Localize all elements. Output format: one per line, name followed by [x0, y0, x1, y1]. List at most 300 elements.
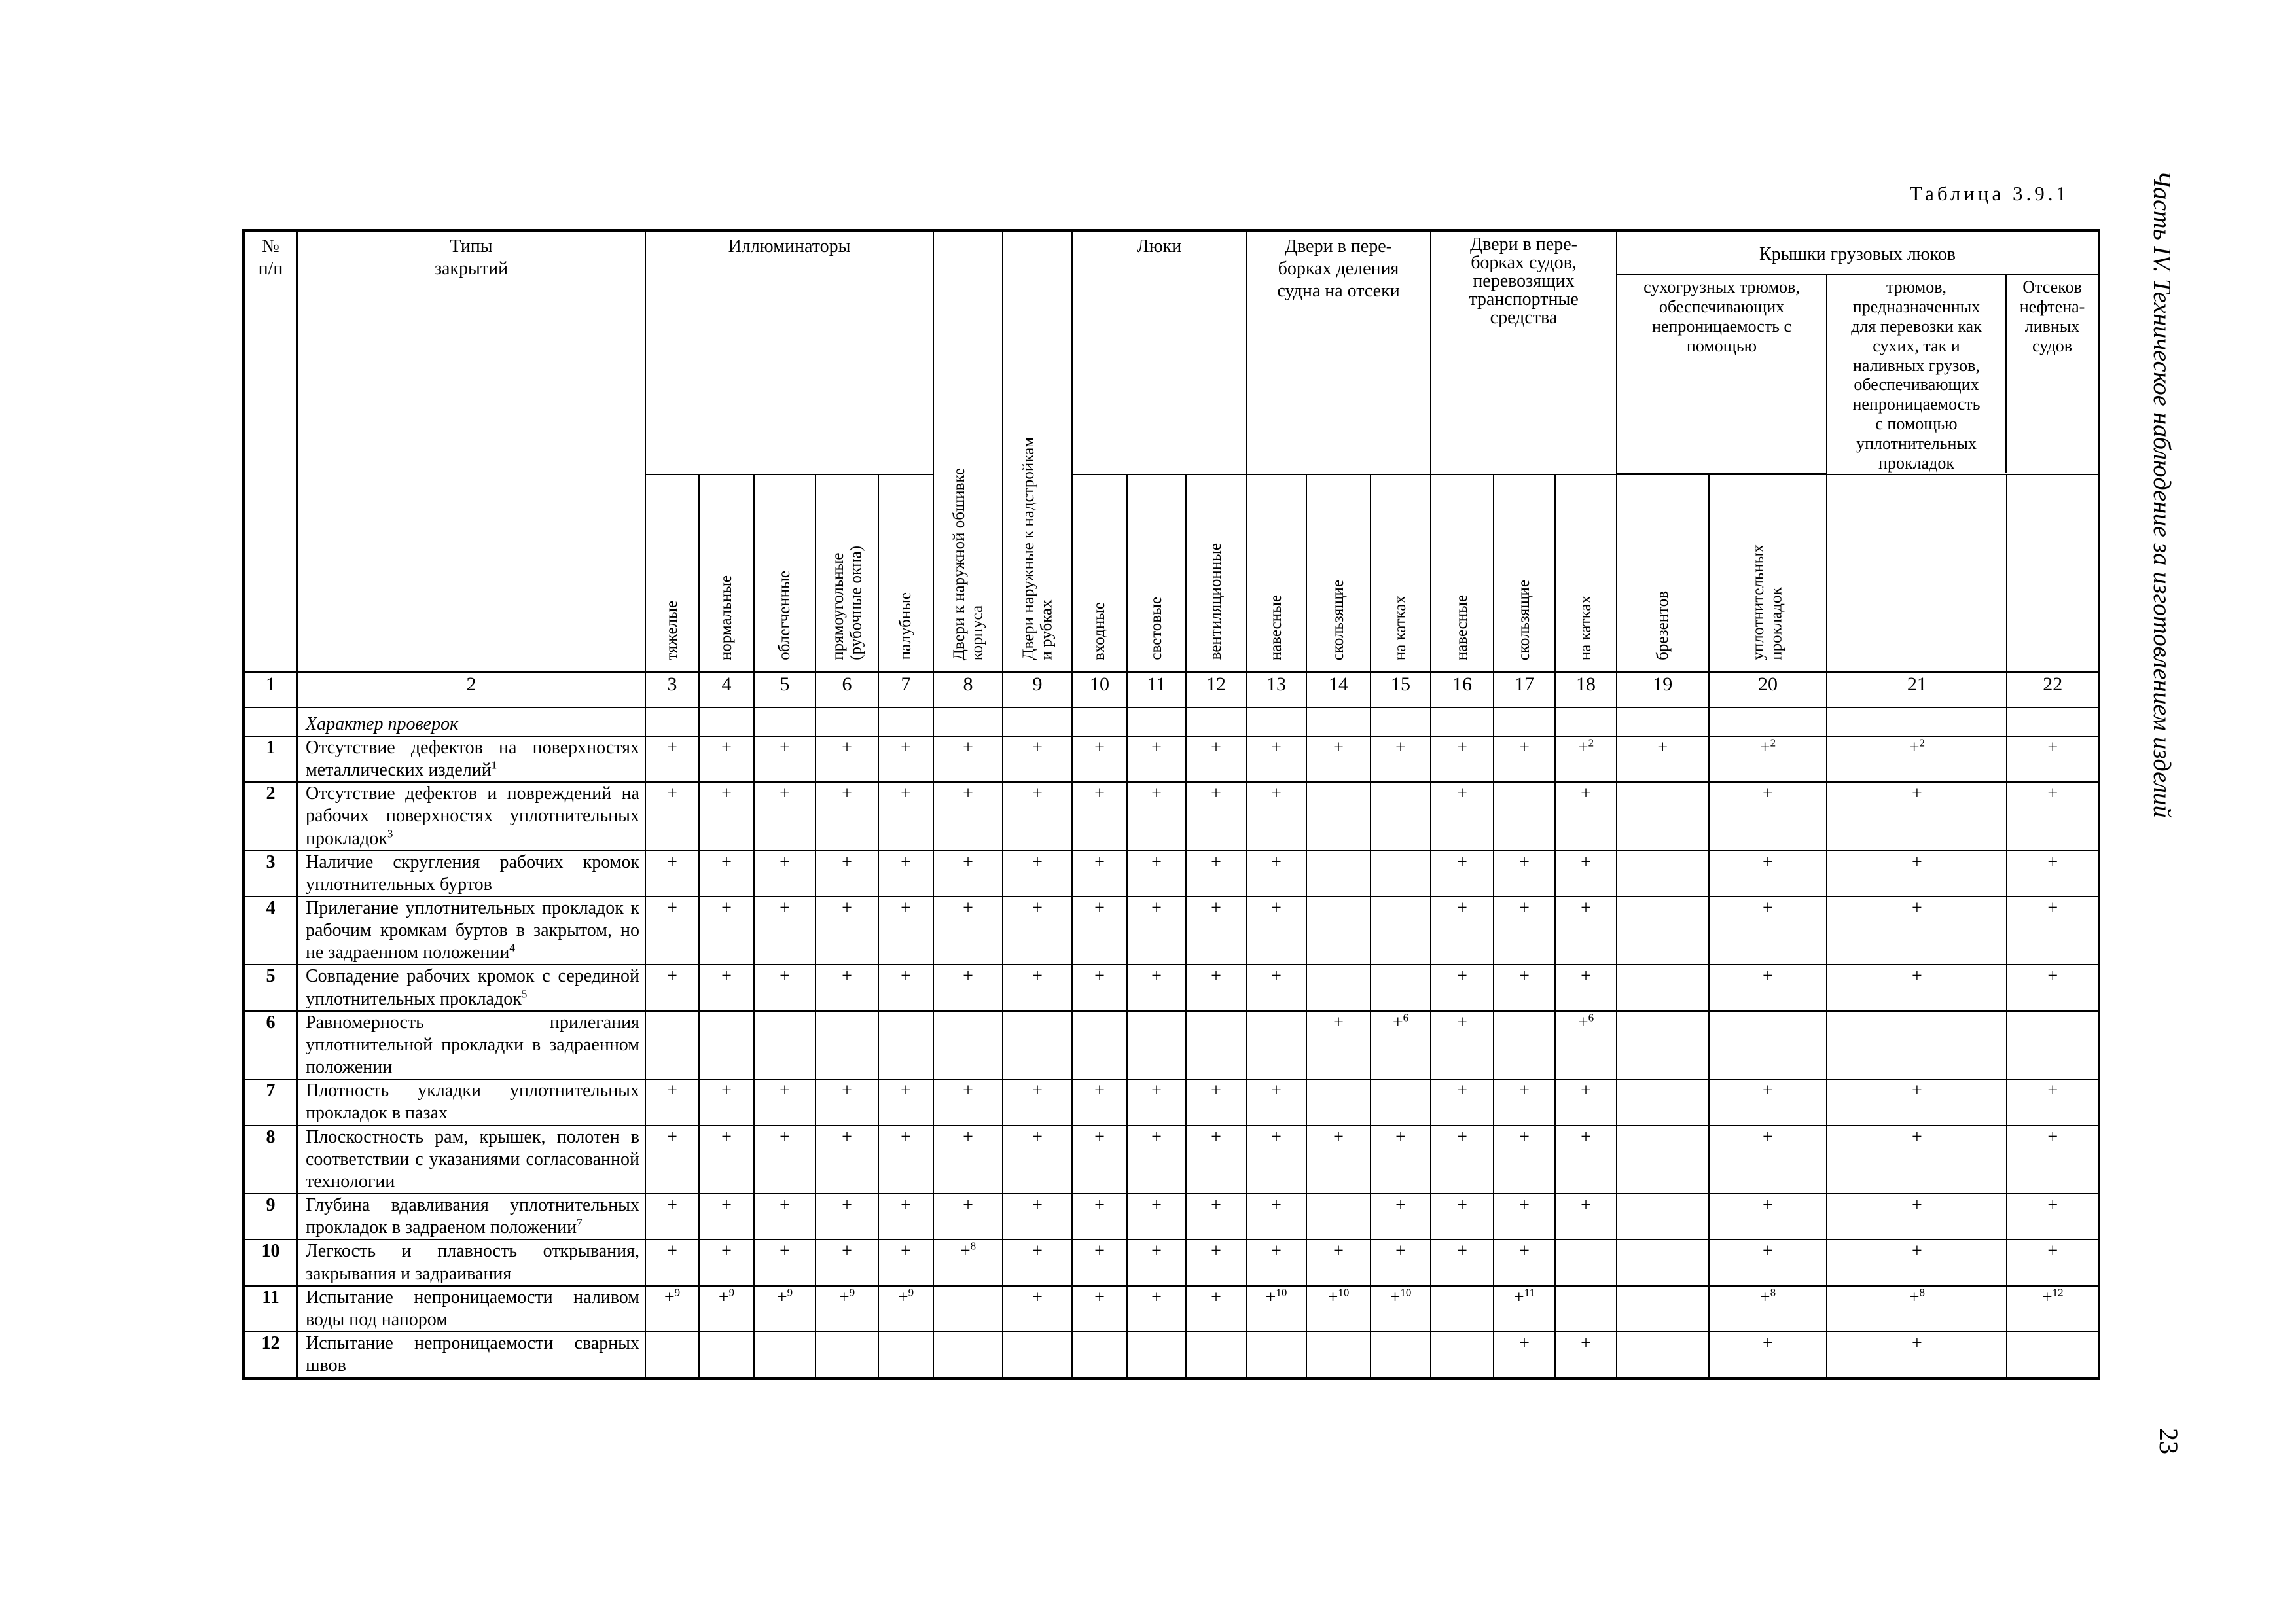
row-number: 1	[243, 736, 297, 782]
check-description: Легкость и плавность открывания, закрывания и задраивания	[297, 1240, 645, 1285]
check-mark: +	[1127, 851, 1186, 897]
check-mark: +	[933, 851, 1003, 897]
check-mark	[1431, 1332, 1494, 1378]
header-types: Типы закрытий	[297, 230, 645, 672]
check-mark	[1003, 1011, 1072, 1079]
check-mark	[1371, 1079, 1431, 1125]
column-number: 9	[1003, 672, 1072, 707]
check-mark: +	[1186, 736, 1246, 782]
check-mark	[1617, 1011, 1709, 1079]
check-mark	[933, 1332, 1003, 1378]
column-number: 22	[2007, 672, 2099, 707]
row-number: 10	[243, 1240, 297, 1285]
check-mark: +	[699, 1240, 754, 1285]
empty-cell	[878, 707, 933, 736]
empty-cell	[1127, 707, 1186, 736]
column-number: 17	[1494, 672, 1555, 707]
check-mark: +	[754, 965, 816, 1010]
check-mark: +$^2$	[1827, 736, 2007, 782]
table-row	[243, 1079, 2099, 1125]
check-mark: +$^9$	[645, 1286, 699, 1332]
header-doors-outer: Двери к наружной обшивке корпуса	[933, 230, 1003, 672]
check-mark: +	[1072, 851, 1127, 897]
check-mark: +	[1555, 1194, 1617, 1240]
check-mark: +	[1306, 1011, 1371, 1079]
check-mark: +	[1494, 1126, 1555, 1194]
table-row	[243, 897, 2099, 965]
inspection-table	[242, 229, 2100, 1380]
check-mark	[1072, 1011, 1127, 1079]
check-mark: +	[878, 1194, 933, 1240]
check-mark: +	[878, 965, 933, 1010]
header-illuminator-1: тяжелые	[645, 474, 699, 672]
row-number: 12	[243, 1332, 297, 1378]
header-roro-doors: Двери в пере- борках судов, перевозящих транспортные средства	[1431, 230, 1617, 474]
check-mark	[1371, 965, 1431, 1010]
header-hatch-2: световые	[1127, 474, 1186, 672]
check-mark: +	[878, 782, 933, 850]
check-mark: +	[699, 1126, 754, 1194]
check-mark: +	[2007, 782, 2099, 850]
check-mark: +	[878, 897, 933, 965]
check-mark: +	[878, 1240, 933, 1285]
check-mark: +	[1186, 1194, 1246, 1240]
check-mark	[1306, 965, 1371, 1010]
header-illuminator-5: палубные	[878, 474, 933, 672]
check-mark: +$^2$	[1709, 736, 1827, 782]
check-mark: +	[1371, 1126, 1431, 1194]
empty-cell	[1709, 707, 1827, 736]
running-header: Часть IV. Техническое наблюдение за изготовлением изделий	[2148, 170, 2176, 818]
check-mark: +	[1072, 782, 1127, 850]
check-mark: +	[1072, 1126, 1127, 1194]
empty-cell	[645, 707, 699, 736]
check-mark: +	[1127, 1286, 1186, 1332]
check-mark: +	[1709, 1332, 1827, 1378]
header-illuminator-2: нормальные	[699, 474, 754, 672]
check-mark: +	[1555, 897, 1617, 965]
check-mark: +	[2007, 1079, 2099, 1125]
check-mark	[645, 1332, 699, 1378]
check-mark: +$^{11}$	[1494, 1286, 1555, 1332]
check-mark: +	[1827, 1126, 2007, 1194]
check-mark	[1127, 1011, 1186, 1079]
check-mark: +	[1827, 1240, 2007, 1285]
check-description: Отсутствие дефектов на поверхностях металлических изделий$^1$	[297, 736, 645, 782]
check-mark	[1371, 1332, 1431, 1378]
check-mark: +	[1371, 1240, 1431, 1285]
check-mark: +	[1127, 1194, 1186, 1240]
check-mark	[1371, 782, 1431, 850]
check-mark: +	[699, 736, 754, 782]
table-row	[243, 782, 2099, 850]
check-mark: +	[1494, 736, 1555, 782]
check-mark: +	[754, 1079, 816, 1125]
check-mark	[1306, 782, 1371, 850]
check-description: Испытание непроницаемости наливом воды под напором	[297, 1286, 645, 1332]
empty-cell	[1003, 707, 1072, 736]
check-mark: +	[1431, 1240, 1494, 1285]
header-bulkhead-door-2: скользящие	[1306, 474, 1371, 672]
row-number: 6	[243, 1011, 297, 1079]
table-row	[243, 1332, 2099, 1378]
check-mark	[699, 1332, 754, 1378]
header-dry-cover-2: уплотнительных прокладок	[1709, 474, 1827, 672]
check-mark	[1431, 1286, 1494, 1332]
column-number: 12	[1186, 672, 1246, 707]
check-mark: +	[1127, 1126, 1186, 1194]
check-mark: +	[816, 782, 878, 850]
table-row	[243, 1011, 2099, 1079]
check-mark: +	[2007, 1194, 2099, 1240]
check-mark: +	[1127, 1079, 1186, 1125]
row-number: 4	[243, 897, 297, 965]
check-mark: +	[1127, 736, 1186, 782]
check-mark: +	[2007, 897, 2099, 965]
check-mark: +	[754, 897, 816, 965]
check-mark: +	[816, 1126, 878, 1194]
empty-cell	[699, 707, 754, 736]
header-hatch-1: входные	[1072, 474, 1127, 672]
check-mark	[1617, 1286, 1709, 1332]
check-mark: +	[1827, 965, 2007, 1010]
check-mark: +	[1072, 897, 1127, 965]
header-hatch-3: вентиляционные	[1186, 474, 1246, 672]
check-mark: +	[1003, 1079, 1072, 1125]
check-mark: +	[1494, 965, 1555, 1010]
check-mark	[1617, 897, 1709, 965]
check-mark: +	[933, 1126, 1003, 1194]
check-mark	[1003, 1332, 1072, 1378]
check-mark: +	[1555, 1079, 1617, 1125]
column-number: 3	[645, 672, 699, 707]
check-mark: +	[1431, 1011, 1494, 1079]
check-description: Плотность укладки уплотнительных прокладок в пазах	[297, 1079, 645, 1125]
check-mark: +	[1431, 1126, 1494, 1194]
check-mark: +	[1494, 1079, 1555, 1125]
column-number: 21	[1827, 672, 2007, 707]
check-mark: +	[1709, 782, 1827, 850]
check-mark	[2007, 1011, 2099, 1079]
check-mark: +	[1246, 782, 1306, 850]
check-mark: +	[645, 965, 699, 1010]
check-mark: +	[1246, 965, 1306, 1010]
check-mark: +	[1431, 965, 1494, 1010]
header-hatch-covers-title: Крышки грузовых люков	[1617, 236, 2098, 274]
check-mark: +	[1003, 782, 1072, 850]
column-number: 4	[699, 672, 754, 707]
header-tanker-compartments: Отсеков нефтена- ливных судов	[2019, 277, 2085, 355]
check-mark: +	[816, 736, 878, 782]
check-mark	[1306, 851, 1371, 897]
check-mark: +	[1246, 1194, 1306, 1240]
check-mark	[1306, 897, 1371, 965]
empty-cell	[2007, 707, 2099, 736]
check-mark: +	[645, 782, 699, 850]
header-roro-door-1: навесные	[1431, 474, 1494, 672]
empty-cell	[243, 707, 297, 736]
table-row	[243, 736, 2099, 782]
empty-cell	[1072, 707, 1127, 736]
header-bulkhead-door-3: на катках	[1371, 474, 1431, 672]
check-mark: +	[1494, 851, 1555, 897]
column-number: 13	[1246, 672, 1306, 707]
check-description: Равномерность прилегания уплотнительной прокладки в задраенном положении	[297, 1011, 645, 1079]
check-mark: +$^9$	[878, 1286, 933, 1332]
row-number: 3	[243, 851, 297, 897]
check-mark	[1617, 965, 1709, 1010]
check-mark: +	[645, 897, 699, 965]
check-mark: +	[645, 1240, 699, 1285]
row-number: 9	[243, 1194, 297, 1240]
check-mark: +	[1072, 965, 1127, 1010]
check-mark: +	[1555, 1332, 1617, 1378]
check-mark: +$^8$	[1827, 1286, 2007, 1332]
column-number: 10	[1072, 672, 1127, 707]
check-mark: +	[1186, 851, 1246, 897]
check-mark: +	[699, 1194, 754, 1240]
check-mark	[816, 1011, 878, 1079]
check-mark: +	[645, 1194, 699, 1240]
column-number: 14	[1306, 672, 1371, 707]
check-mark: +	[878, 736, 933, 782]
page-number: 23	[2154, 1428, 2183, 1454]
table-caption: Таблица 3.9.1	[1909, 182, 2070, 205]
empty-cell	[1371, 707, 1431, 736]
check-mark: +	[699, 897, 754, 965]
check-mark: +	[699, 965, 754, 1010]
check-description: Отсутствие дефектов и повреждений на рабочих поверхностях уплотнительных прокладок$^3$	[297, 782, 645, 850]
check-mark: +	[1072, 736, 1127, 782]
check-mark: +	[754, 1126, 816, 1194]
check-mark: +	[1246, 736, 1306, 782]
check-mark: +$^{10}$	[1371, 1286, 1431, 1332]
check-mark: +	[1827, 782, 2007, 850]
check-mark: +	[933, 897, 1003, 965]
check-description: Прилегание уплотнительных прокладок к рабочим кромкам буртов в закрытом, но не задраенном положении$^4$	[297, 897, 645, 965]
check-mark: +$^{10}$	[1306, 1286, 1371, 1332]
check-mark	[754, 1332, 816, 1378]
check-mark: +	[933, 736, 1003, 782]
check-mark	[1617, 1240, 1709, 1285]
column-number: 18	[1555, 672, 1617, 707]
check-mark: +	[699, 1079, 754, 1125]
check-mark: +	[1709, 851, 1827, 897]
check-mark: +	[1494, 897, 1555, 965]
check-mark: +	[1306, 736, 1371, 782]
check-mark: +	[1555, 965, 1617, 1010]
check-mark	[1555, 1240, 1617, 1285]
header-doors-superstructure: Двери наружные к надстройкам и рубках	[1003, 230, 1072, 672]
check-mark: +$^8$	[1709, 1286, 1827, 1332]
table-row	[243, 1286, 2099, 1332]
check-mark: +	[1555, 851, 1617, 897]
check-mark: +	[1003, 965, 1072, 1010]
check-mark: +	[1827, 1079, 2007, 1125]
check-mark: +	[2007, 851, 2099, 897]
header-dry-holds: сухогрузных трюмов, обеспечивающих непроницаемость с помощью	[1617, 274, 1827, 473]
check-mark	[1186, 1332, 1246, 1378]
check-mark: +	[1555, 1126, 1617, 1194]
check-mark: +$^9$	[699, 1286, 754, 1332]
check-mark	[1306, 1332, 1371, 1378]
check-mark: +	[754, 1240, 816, 1285]
check-mark: +	[878, 1079, 933, 1125]
check-mark: +	[1827, 1194, 2007, 1240]
check-mark: +	[1709, 965, 1827, 1010]
check-mark: +	[1494, 1240, 1555, 1285]
check-mark: +	[1003, 1286, 1072, 1332]
check-mark: +	[1494, 1332, 1555, 1378]
check-mark: +	[2007, 1126, 2099, 1194]
table-row	[243, 965, 2099, 1010]
empty-cell	[754, 707, 816, 736]
header-bulkhead-door-1: навесные	[1246, 474, 1306, 672]
check-mark: +	[1003, 1240, 1072, 1285]
check-mark: +	[1246, 897, 1306, 965]
check-mark: +	[1709, 1126, 1827, 1194]
check-mark: +$^6$	[1555, 1011, 1617, 1079]
check-mark: +	[1431, 1194, 1494, 1240]
check-mark: +	[1709, 1079, 1827, 1125]
table-row	[243, 1240, 2099, 1285]
check-mark: +	[754, 851, 816, 897]
check-mark: +$^6$	[1371, 1011, 1431, 1079]
check-mark: +	[1246, 1126, 1306, 1194]
check-mark	[1371, 851, 1431, 897]
check-mark: +	[1431, 736, 1494, 782]
check-mark	[878, 1332, 933, 1378]
check-mark	[1617, 1194, 1709, 1240]
check-mark: +	[1246, 1240, 1306, 1285]
header-dry-and-liquid-holds: трюмов, предназначенных для перевозки как сухих, так и наливных грузов, обеспечивающих непроницаемость с помощью уплотнительных прокладок	[1827, 274, 2006, 473]
check-mark: +$^{10}$	[1246, 1286, 1306, 1332]
column-number: 20	[1709, 672, 1827, 707]
header-bulkhead-doors: Двери в пере- борках деления судна на отсеки	[1246, 230, 1431, 474]
check-mark: +	[1827, 851, 2007, 897]
check-mark	[1617, 1126, 1709, 1194]
empty-cell	[816, 707, 878, 736]
check-mark: +	[1186, 1286, 1246, 1332]
column-number: 15	[1371, 672, 1431, 707]
check-description: Совпадение рабочих кромок с серединой уплотнительных прокладок$^5$	[297, 965, 645, 1010]
empty-cell	[933, 707, 1003, 736]
check-mark: +	[1072, 1286, 1127, 1332]
check-mark: +	[1431, 851, 1494, 897]
check-mark: +	[816, 1194, 878, 1240]
check-mark: +	[1306, 1240, 1371, 1285]
check-mark: +	[754, 1194, 816, 1240]
row-number: 11	[243, 1286, 297, 1332]
check-mark: +	[816, 1240, 878, 1285]
check-mark	[1827, 1011, 2007, 1079]
check-mark: +	[645, 736, 699, 782]
check-mark: +$^9$	[816, 1286, 878, 1332]
check-mark: +	[645, 1126, 699, 1194]
check-mark	[1494, 782, 1555, 850]
check-mark: +	[1709, 1240, 1827, 1285]
check-mark: +	[816, 965, 878, 1010]
check-mark: +	[1186, 1126, 1246, 1194]
check-mark	[1246, 1011, 1306, 1079]
check-mark	[933, 1286, 1003, 1332]
check-mark: +	[1246, 851, 1306, 897]
check-mark	[1555, 1286, 1617, 1332]
check-description: Плоскостность рам, крышек, полотен в соответствии с указаниями согласованной технологии	[297, 1126, 645, 1194]
empty-cell	[1827, 707, 2007, 736]
empty-cell	[1555, 707, 1617, 736]
check-mark: +	[933, 782, 1003, 850]
check-mark: +$^9$	[754, 1286, 816, 1332]
section-title: Характер проверок	[297, 707, 645, 736]
check-mark: +	[1246, 1079, 1306, 1125]
check-mark: +	[878, 851, 933, 897]
check-mark	[1617, 782, 1709, 850]
check-mark: +	[1127, 782, 1186, 850]
table-row	[243, 1194, 2099, 1240]
column-number: 7	[878, 672, 933, 707]
check-mark: +	[1127, 1240, 1186, 1285]
check-mark: +	[1371, 736, 1431, 782]
header-dry-cover-1: брезентов	[1617, 474, 1709, 672]
check-mark: +	[1003, 1194, 1072, 1240]
check-mark: +	[645, 851, 699, 897]
header-both-spacer	[1827, 474, 2007, 672]
check-mark: +	[933, 1079, 1003, 1125]
check-mark: +$^8$	[933, 1240, 1003, 1285]
check-mark	[1306, 1194, 1371, 1240]
check-mark: +	[1003, 897, 1072, 965]
check-mark: +	[816, 897, 878, 965]
check-mark	[1617, 1332, 1709, 1378]
check-mark: +	[1003, 1126, 1072, 1194]
check-mark	[1186, 1011, 1246, 1079]
check-mark: +	[816, 851, 878, 897]
header-tank-spacer	[2007, 474, 2099, 672]
check-mark: +	[816, 1079, 878, 1125]
check-mark: +	[1003, 851, 1072, 897]
empty-cell	[1186, 707, 1246, 736]
header-hatches: Люки	[1072, 230, 1246, 474]
check-mark	[1127, 1332, 1186, 1378]
check-mark	[699, 1011, 754, 1079]
empty-cell	[1431, 707, 1494, 736]
check-mark: +	[1827, 1332, 2007, 1378]
check-mark: +	[1072, 1079, 1127, 1125]
check-description: Испытание непроницаемости сварных швов	[297, 1332, 645, 1378]
column-number: 5	[754, 672, 816, 707]
empty-cell	[1494, 707, 1555, 736]
check-mark	[1709, 1011, 1827, 1079]
check-mark	[754, 1011, 816, 1079]
check-mark: +	[1555, 782, 1617, 850]
check-mark: +	[1617, 736, 1709, 782]
check-mark: +	[1072, 1194, 1127, 1240]
check-mark: +	[645, 1079, 699, 1125]
check-mark: +	[1431, 782, 1494, 850]
check-mark: +	[1494, 1194, 1555, 1240]
row-number: 8	[243, 1126, 297, 1194]
empty-cell	[1246, 707, 1306, 736]
check-mark: +	[1431, 1079, 1494, 1125]
column-number: 6	[816, 672, 878, 707]
check-mark	[1617, 851, 1709, 897]
check-mark	[2007, 1332, 2099, 1378]
empty-cell	[1617, 707, 1709, 736]
check-mark: +	[1371, 1194, 1431, 1240]
column-number: 2	[297, 672, 645, 707]
check-mark: +	[1431, 897, 1494, 965]
